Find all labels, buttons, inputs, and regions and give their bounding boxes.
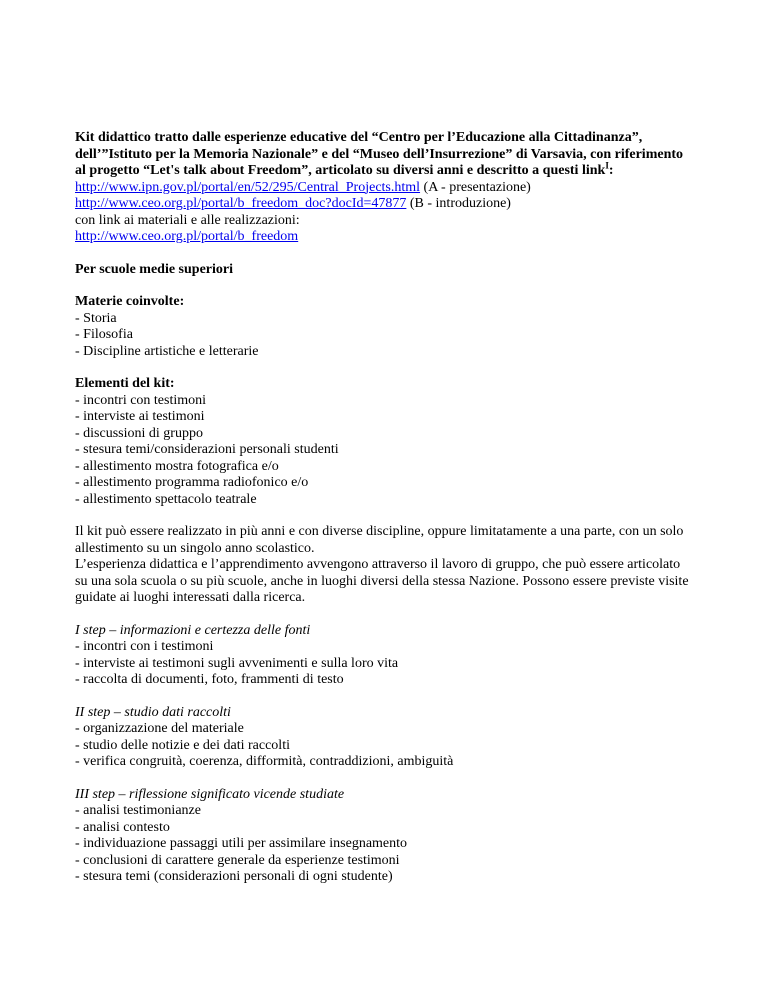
- link-a-note: (A - presentazione): [420, 179, 531, 195]
- list-item: - Filosofia: [75, 327, 133, 342]
- step-2-section: [75, 705, 695, 771]
- list-item: - analisi contesto: [75, 819, 170, 835]
- title-colon: :: [608, 163, 614, 178]
- description-paragraph-1: Il kit può essere realizzato in più anni e con diverse discipline, oppure limitatamente a una parte, con un solo allestimento su un singolo anno scolastico.: [75, 524, 684, 556]
- list-item: - analisi testimonianze: [75, 803, 201, 818]
- subjects-section: [75, 294, 695, 360]
- step-2-heading: II step – studio dati raccolti: [75, 704, 231, 720]
- description-paragraph-2: L’esperienza didattica e l’apprendimento avvengono attraverso il lavoro di gruppo, che può essere articolato su una sola scuola o su più scuole, anche in luoghi diversi della stessa Nazione. Possono essere previste visite guidate ai luoghi interessati dalla ricerca.: [75, 557, 689, 605]
- list-item: - stesura temi (considerazioni personali di ogni studente): [75, 869, 393, 884]
- list-item: - raccolta di documenti, foto, frammenti di testo: [75, 672, 344, 687]
- list-item: - allestimento spettacolo teatrale: [75, 491, 257, 507]
- list-item: - allestimento mostra fotografica e/o: [75, 458, 279, 474]
- document-page: [75, 130, 695, 886]
- materials-text: con link ai materiali e alle realizzazioni:: [75, 212, 300, 228]
- list-item: - incontri con i testimoni: [75, 639, 214, 654]
- kit-elements-heading: Elementi del kit:: [75, 376, 175, 391]
- list-item: - conclusioni di carattere generale da esperienze testimoni: [75, 852, 400, 868]
- list-item: - discussioni di gruppo: [75, 425, 203, 441]
- step-3-heading: III step – riflessione significato vicende studiate: [75, 786, 345, 802]
- footnote-mark[interactable]: I: [605, 160, 609, 171]
- title-text: Kit didattico tratto dalle esperienze educative del “Centro per l’Educazione alla Cittadinanza”, dell’”Istituto per la Memoria Nazionale” e del “Museo dell’Insurrezione” di Varsavia, con riferimento al progetto “Let's talk about Freedom”, articolato su diversi anni e descritto a questi link: [75, 130, 684, 178]
- step-1-heading: I step – informazioni e certezza delle fonti: [75, 622, 311, 638]
- step-3-section: [75, 787, 695, 886]
- list-item: - interviste ai testimoni sugli avvenimenti e sulla loro vita: [75, 655, 399, 671]
- kit-elements-section: [75, 376, 695, 508]
- list-item: - studio delle notizie e dei dati raccolti: [75, 737, 290, 753]
- list-item: - Discipline artistiche e letterarie: [75, 343, 259, 359]
- list-item: - Storia: [75, 310, 117, 326]
- subjects-heading: Materie coinvolte:: [75, 294, 185, 309]
- list-item: - allestimento programma radiofonico e/o: [75, 475, 309, 490]
- link-line-a: [75, 180, 695, 197]
- document-title: [75, 130, 695, 180]
- link-ceo-freedom-doc[interactable]: http://www.ceo.org.pl/portal/b_freedom_doc?docId=47877: [75, 196, 407, 211]
- link-line-c: [75, 229, 695, 246]
- audience-heading: Per scuole medie superiori: [75, 261, 233, 277]
- list-item: - organizzazione del materiale: [75, 721, 244, 736]
- link-line-b: [75, 196, 695, 213]
- list-item: - verifica congruità, coerenza, difformità, contraddizioni, ambiguità: [75, 754, 454, 769]
- list-item: - incontri con testimoni: [75, 392, 207, 408]
- list-item: - stesura temi/considerazioni personali studenti: [75, 442, 339, 457]
- link-ceo-freedom[interactable]: http://www.ceo.org.pl/portal/b_freedom: [75, 229, 299, 244]
- list-item: - individuazione passaggi utili per assimilare insegnamento: [75, 836, 408, 851]
- link-ipn-central-projects[interactable]: http://www.ipn.gov.pl/portal/en/52/295/Central_Projects.html: [75, 179, 421, 195]
- step-1-section: [75, 623, 695, 689]
- link-b-note: (B - introduzione): [406, 196, 511, 211]
- list-item: - interviste ai testimoni: [75, 409, 205, 424]
